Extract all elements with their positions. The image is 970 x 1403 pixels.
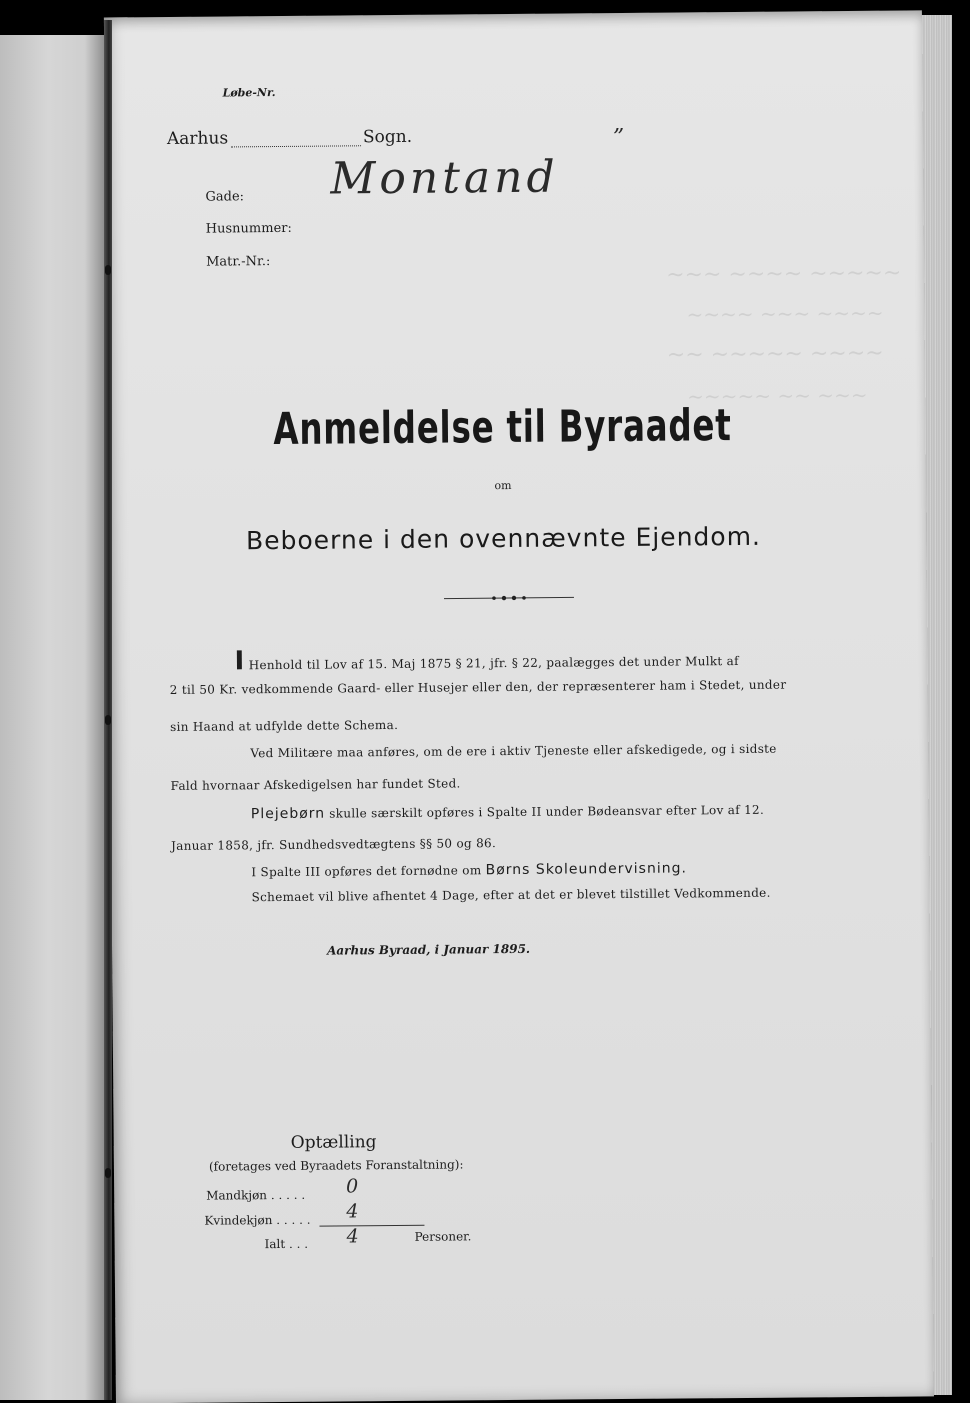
ialt-label: Ialt . . .	[264, 1236, 309, 1252]
matr-nr-label: Matr.-Nr.:	[205, 254, 271, 270]
kvindekjon-sum-line	[319, 1225, 424, 1227]
instruction-line-5: Fald hvornaar Afskedigelsen har fundet Sted.	[170, 776, 461, 793]
gade-handwritten-value: Montand	[330, 151, 559, 205]
instruction-line-7: Januar 1858, jfr. Sundhedsvedtægtens §§ 50 og 86.	[171, 836, 497, 853]
husnummer-label: Husnummer:	[205, 220, 292, 237]
book-spine	[104, 20, 112, 1400]
signoff: Aarhus Byraad, i Januar 1895.	[326, 941, 531, 958]
sogn-fill-line	[231, 145, 361, 147]
ornament-divider-icon	[444, 591, 574, 604]
kvindekjon-value: 4	[346, 1200, 359, 1223]
ialt-value: 4	[346, 1225, 359, 1248]
lobe-nr-label: Løbe-Nr.	[222, 86, 276, 100]
bleed-through-text: ~~~~ ~~~ ~~~~	[686, 300, 884, 327]
mandkjon-label: Mandkjøn . . . . .	[206, 1187, 306, 1203]
instruction-line-3: sin Haand at udfylde dette Schema.	[170, 717, 399, 734]
line-text: Henhold til Lov af 15. Maj 1875 § 21, jfr. § 22, paalægges det under Mulkt af	[248, 654, 739, 673]
bleed-through-text: ~~ ~~~~~ ~~~~	[666, 340, 884, 368]
personer-label: Personer.	[414, 1229, 472, 1244]
instruction-line-1	[234, 642, 739, 676]
counting-note: (foretages ved Byraadets Foranstaltning):	[208, 1157, 464, 1174]
line-text: I Spalte III opføres det fornødne om	[251, 863, 486, 880]
instruction-line-8	[251, 860, 687, 880]
aarhus-label: Aarhus	[166, 128, 229, 149]
instruction-line-9: Schemaet vil blive afhentet 4 Dage, efter at det er blevet tilstillet Vedkommende.	[251, 885, 771, 905]
form-title: Anmeldelse til Byraadet	[273, 400, 732, 456]
bleed-through-text: ~~~~~ ~~ ~~~	[687, 382, 868, 409]
title-om: om	[494, 478, 512, 493]
sogn-label: Sogn.	[362, 126, 413, 148]
previous-page	[0, 35, 106, 1400]
binding-hole-icon	[105, 715, 111, 725]
drop-cap: I	[234, 646, 245, 677]
ditto-mark: ”	[612, 124, 625, 151]
line-text: skulle særskilt opføres i Spalte II under Bødeansvar efter Lov af 12.	[325, 802, 765, 821]
instruction-line-6	[251, 802, 764, 822]
form-subtitle: Beboerne i den ovennævnte Ejendom.	[245, 521, 762, 556]
census-form-page	[104, 10, 934, 1403]
plejeborn-emphasis: Plejebørn	[250, 805, 326, 823]
bleed-through-text: ~~~ ~~~~ ~~~~~	[666, 260, 902, 288]
binding-hole-icon	[105, 265, 111, 275]
kvindekjon-label: Kvindekjøn . . . . .	[204, 1212, 311, 1228]
gade-label: Gade:	[205, 189, 245, 205]
instruction-line-4: Ved Militære maa anføres, om de ere i aktiv Tjeneste eller afskedigede, og i sidste	[250, 741, 777, 761]
counting-heading: Optælling	[290, 1132, 377, 1153]
mandkjon-value: 0	[346, 1175, 359, 1198]
instruction-line-2: 2 til 50 Kr. vedkommende Gaard- eller Husejer eller den, der repræsenterer ham i Stedet, under	[169, 677, 787, 697]
skoleundervisning-emphasis: Børns Skoleundervisning.	[485, 860, 687, 879]
binding-hole-icon	[105, 1168, 111, 1178]
